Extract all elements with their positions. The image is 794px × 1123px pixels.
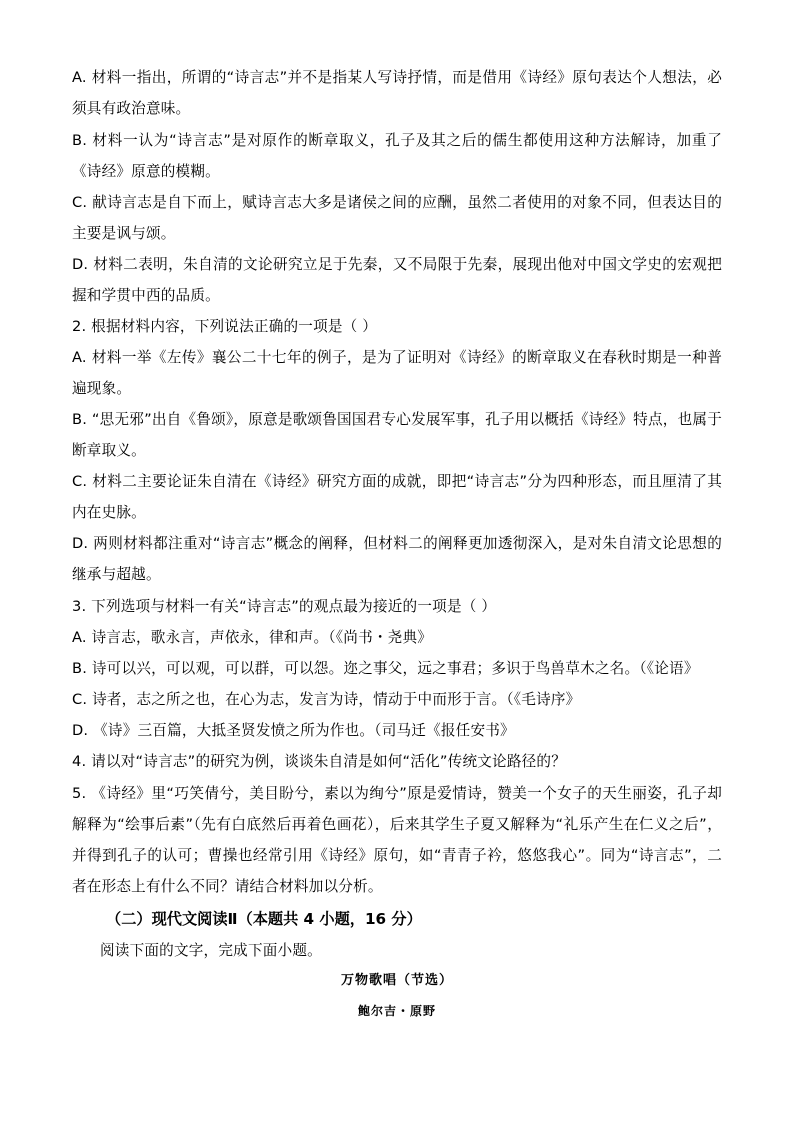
q3-option-a: A. 诗言志，歌永言，声依永，律和声。（《尚书・尧典》 (72, 629, 433, 646)
q2-option-c: C. 材料二主要论证朱自清在《诗经》研究方面的成就，即把“诗言志”分为四种形态，而且厘清了其内在史脉。 (72, 473, 722, 521)
q3-option-c: C. 诗者，志之所之也，在心为志，发言为诗，情动于中而形于言。（《毛诗序》 (72, 691, 581, 708)
q2-option-a: A. 材料一举《左传》襄公二十七年的例子，是为了证明对《诗经》的断章取义在春秋时期是一种普遍现象。 (72, 349, 722, 397)
q1-option-b: B. 材料一认为“诗言志”是对原作的断章取义，孔子及其之后的儒生都使用这种方法解诗，加重了《诗经》原意的模糊。 (72, 132, 722, 180)
q3-option-b: B. 诗可以兴，可以观，可以群，可以怨。迩之事父，远之事君；多识于鸟兽草木之名。（《论语》 (72, 660, 699, 677)
q4-question: 4. 请以对“诗言志”的研究为例，谈谈朱自清是如何“活化”传统文论路径的？ (72, 753, 567, 770)
q2-stem: 2. 根据材料内容，下列说法正确的一项是（ ） (72, 318, 378, 335)
q3-stem: 3. 下列选项与材料一有关“诗言志”的观点最为接近的一项是（ ） (72, 598, 497, 615)
q1-option-a: A. 材料一指出，所谓的“诗言志”并不是指某人写诗抒情，而是借用《诗经》原句表达个人想法，必须具有政治意味。 (72, 69, 722, 117)
q3-option-d: D. 《诗》三百篇，大抵圣贤发愤之所为作也。（司马迁《报任安书》 (72, 722, 515, 739)
q2-option-d: D. 两则材料都注重对“诗言志”概念的阐释，但材料二的阐释更加透彻深入，是对朱自清文论思想的继承与超越。 (72, 535, 722, 583)
q1-option-c: C. 献诗言志是自下而上，赋诗言志大多是诸侯之间的应酬，虽然二者使用的对象不同，但表达目的主要是讽与颂。 (72, 194, 722, 242)
reading-instruction: 阅读下面的文字，完成下面小题。 (100, 942, 322, 959)
section-heading: （二）现代文阅读Ⅱ（本题共 4 小题，16 分） (106, 910, 422, 928)
article-title: 万物歌唱（节选） (340, 973, 453, 988)
q1-option-d: D. 材料二表明，朱自清的文论研究立足于先秦，又不局限于先秦，展现出他对中国文学史的宏观把握和学贯中西的品质。 (72, 256, 722, 304)
q5-question: 5. 《诗经》里“巧笑倩兮，美目盼兮，素以为绚兮”原是爱情诗，赞美一个女子的天生丽姿，孔子却解释为“绘事后素”（先有白底然后再着色画花），后来其学生子夏又解释为“礼乐产生在仁义之后”，并得到孔子的认可；曹操也经常引用《诗经》原句，如“青青子衿，悠悠我心”。同为“诗言志”，二者在形态上有什么不同？请结合材料加以分析。 (72, 785, 722, 895)
article-author: 鲍尔吉・原野 (357, 1004, 436, 1018)
q2-option-b: B. “思无邪”出自《鲁颂》，原意是歌颂鲁国国君专心发展军事，孔子用以概括《诗经》特点，也属于断章取义。 (72, 411, 722, 459)
